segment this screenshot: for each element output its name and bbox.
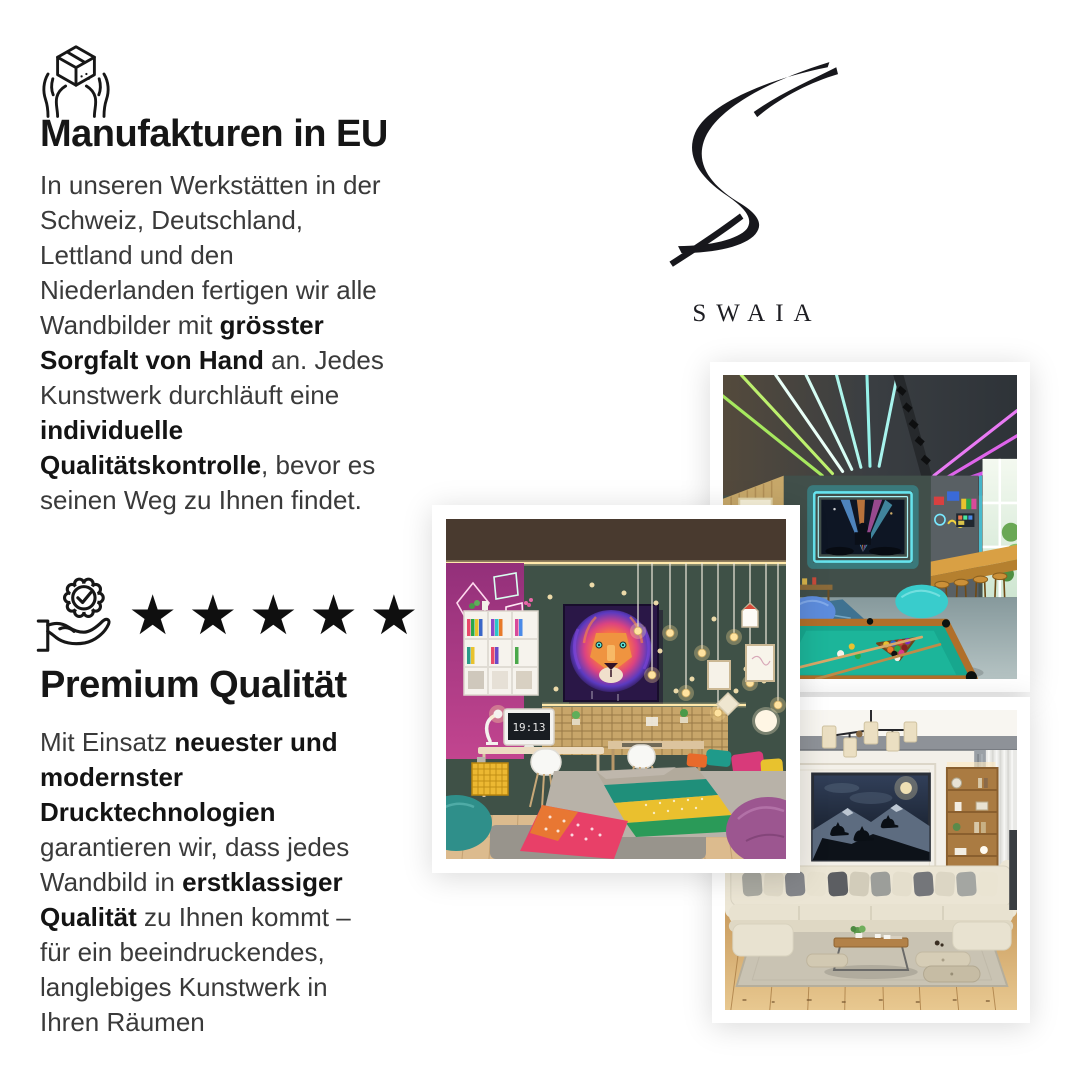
yellow-crate — [472, 757, 508, 795]
wolf-artwork — [813, 774, 930, 860]
brand-logo — [652, 44, 852, 328]
ceiling — [446, 519, 786, 563]
premium-text: Mit Einsatz neuester und modernster Drucktechnologien garantieren wir, dass jedes Wandbild in erstklassiger Qualität zu Ihnen kommt – für ein beeindruckendes, langlebiges Kunstwerk in Ihren Räumen — [40, 727, 351, 1037]
white-shelf-unit — [464, 598, 538, 695]
package-in-hands-icon — [36, 42, 116, 122]
lion-artwork — [564, 605, 663, 706]
brand-name: SWAIA — [692, 300, 822, 327]
tv-edge — [1009, 830, 1017, 910]
open-hand — [38, 619, 109, 650]
quality-badge-hand-icon — [34, 572, 120, 658]
manufacture-heading: Manufakturen in EU — [40, 113, 388, 155]
rosette-badge — [65, 579, 104, 616]
swaia-logo-mark — [666, 44, 838, 290]
premium-heading: Premium Qualität — [40, 664, 347, 706]
photo-card-bedroom — [432, 505, 800, 873]
desk-clock: 19:13 — [512, 721, 546, 734]
manufacture-text: In unseren Werkstätten in der Schweiz, Deutschland, Lettland und den Niederlanden fertigen wir alle Wandbilder mit grösster Sorgfalt von Hand an. Jedes Kunstwerk durchläuft eine individuelle Qualitätskontrolle, bevor es seinen Weg zu Ihnen findet. — [40, 170, 384, 515]
five-star-rating: ★★★★★ — [128, 583, 430, 647]
tv-screen — [821, 500, 904, 556]
bedroom-photo — [446, 519, 786, 859]
package-cube — [58, 47, 95, 85]
